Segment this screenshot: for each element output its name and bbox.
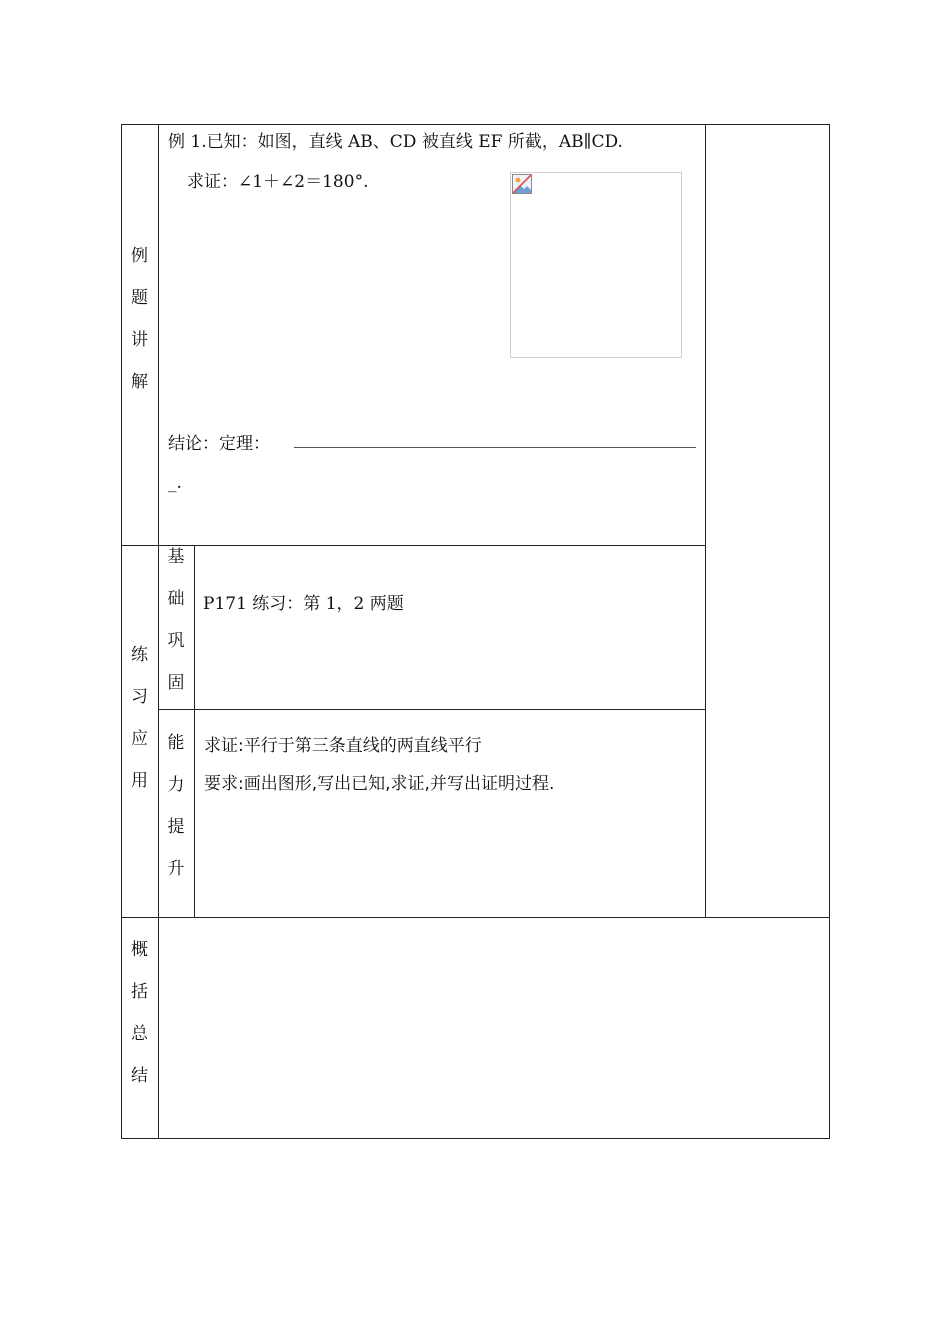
- advanced-label-char: 力: [167, 775, 185, 795]
- conclusion-blank-line: [294, 447, 696, 448]
- conclusion-label: 结论：定理：: [168, 434, 270, 454]
- summary-label-char: 结: [131, 1066, 148, 1086]
- example-label-char: 例: [131, 246, 148, 266]
- table-divider-basic: [158, 709, 705, 710]
- example-label-char: 解: [131, 372, 148, 392]
- advanced-label-char: 提: [167, 817, 185, 837]
- table-border-bottom: [121, 1138, 830, 1139]
- table-notes-column-line: [705, 124, 706, 918]
- example-problem-statement: 例 1.已知：如图，直线 AB、CD 被直线 EF 所截，AB∥CD.: [168, 132, 623, 152]
- table-divider-practice: [121, 917, 830, 918]
- table-border-right: [829, 124, 830, 1139]
- basic-label-char: 固: [167, 673, 185, 693]
- practice-section-label: [121, 634, 158, 802]
- conclusion-end: _.: [168, 473, 182, 493]
- practice-label-char: 练: [131, 645, 148, 665]
- example-section-label: [121, 235, 158, 403]
- advanced-subsection-label: [158, 722, 194, 890]
- basic-label-char: 础: [167, 589, 185, 609]
- example-label-char: 题: [131, 288, 148, 308]
- table-sublabel-column-line: [194, 545, 195, 918]
- summary-section-label: [121, 929, 158, 1097]
- advanced-exercise-line1: 求证:平行于第三条直线的两直线平行: [204, 736, 482, 756]
- practice-label-char: 应: [131, 729, 148, 749]
- table-divider-example: [121, 545, 705, 546]
- basic-label-char: 巩: [167, 631, 185, 651]
- summary-label-char: 括: [131, 982, 148, 1002]
- summary-label-char: 概: [131, 940, 148, 960]
- table-border-top: [121, 124, 830, 125]
- broken-image-icon: [512, 174, 532, 194]
- advanced-label-char: 升: [167, 859, 185, 879]
- basic-exercise-text: P171 练习：第 1，2 两题: [203, 594, 404, 614]
- practice-label-char: 用: [131, 771, 148, 791]
- basic-label-char: 基: [167, 547, 185, 567]
- advanced-label-char: 能: [167, 733, 185, 753]
- practice-label-char: 习: [131, 687, 148, 707]
- example-prove-statement: 求证：∠1＋∠2＝180°.: [187, 172, 369, 192]
- figure-image-placeholder: [510, 172, 682, 358]
- basic-subsection-label: [158, 536, 194, 704]
- summary-label-char: 总: [131, 1024, 148, 1044]
- example-label-char: 讲: [131, 330, 148, 350]
- advanced-exercise-line2: 要求:画出图形,写出已知,求证,并写出证明过程.: [204, 774, 555, 794]
